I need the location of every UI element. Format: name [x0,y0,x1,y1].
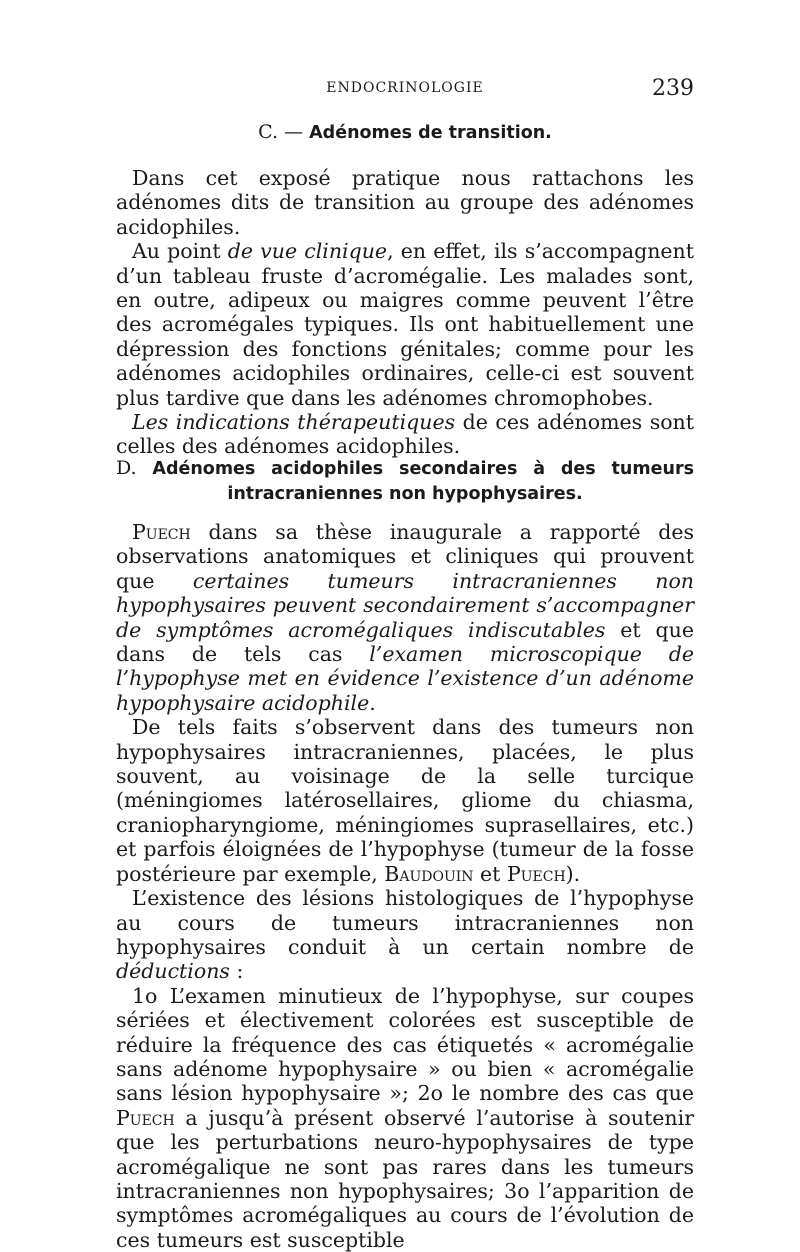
text-run: de ces adénomes sont celles des adénomes acidophiles. [116,410,694,459]
italic-run: certaines tumeurs intracraniennes non hypophysaires peuvent secondairement s’accompagner de symptômes acromégaliques indiscutables [116,568,694,642]
author-name: Puech [116,1105,175,1130]
text-run: et que dans de tels cas [116,617,694,667]
text-run: ). [565,861,581,886]
text-run: 1o L’examen minutieux de l’hypophyse, sur coupes sériées et électivement colorées est susceptible de réduire la fréquence des cas étiquetés « acromégalie sans adénome hypophysaire » ou bien « acromégalie sans lésion hypophysaire »; 2o le nombre des cas que [116,983,694,1106]
text-run: . [369,690,376,715]
author-name: Puech [132,520,191,544]
italic-run: déductions [116,959,230,984]
italic-run: de vue clinique [227,239,388,264]
section-c-label: C. — [258,121,304,143]
text-run: dans sa thèse inaugurale a rapporté des observations anatomiques et cliniques qui prouvent que [116,520,694,593]
section-d-heading-line-2 [116,481,694,506]
text-run: et [473,861,507,886]
italic-run: Les indications thérapeutiques [132,410,456,435]
author-name: Baudouin [384,861,474,886]
italic-run: l’examen microscopique de l’hypophyse met en évidence l’existence d’un adénome hypophysaire acidophile [116,642,694,715]
text-run: De tels faits s’observent dans des tumeurs non hypophysaires intracraniennes, placées, le plus souvent, au voisinage de la selle turcique (méningiomes latérosellaires, gliome du chiasma, craniopharyngiome, méningiomes suprasellaires, etc.) et parfois éloignées de l’hypophyse (tumeur de la fosse postérieure par exemple, [116,715,694,886]
text-run: : [229,959,244,984]
section-c-paragraph-3 [116,410,694,459]
section-c-title: Adénomes de transition. [309,123,552,143]
page-number: 239 [652,76,694,101]
section-d-title-line-2: intracraniennes non hypophysaires. [227,484,583,505]
section-d-paragraph-2 [116,715,694,886]
author-name: Puech [506,861,566,886]
section-d-heading-line-1 [116,456,694,481]
section-d-paragraph-4 [116,984,694,1252]
section-c-paragraph-1: Dans cet exposé pratique nous rattachons les adénomes dits de transition au groupe des adénomes acidophiles. [116,166,694,239]
section-d-title-line-1: Adénomes acidophiles secondaires à des tumeurs [152,459,694,479]
text-run: , en effet, ils s’accompagnent d’un tableau fruste d’acromégalie. Les malades sont, en outre, adipeux ou maigres comme peuvent l’être des acromégales typiques. Ils ont habituellement une dépression des fonctions génitales; comme pour les adénomes acidophiles ordinaires, celle-ci est souvent plus tardive que dans les adénomes chromophobes. [116,239,694,410]
section-d-paragraph-1 [116,520,694,715]
section-d-label: D. [116,457,137,479]
running-head [116,76,694,102]
section-d-body [116,520,694,1252]
text-run: L’existence des lésions histologiques de l’hypophyse au cours de tumeurs intracraniennes non hypophysaires conduit à un certain nombre de [116,886,694,959]
text-run: Au point [132,239,221,264]
section-d-heading [116,456,694,507]
section-d-paragraph-3 [116,886,694,984]
section-c-heading [116,120,694,145]
section-c-body [116,166,694,459]
text-run: a jusqu’à présent observé l’autorise à soutenir que les perturbations neuro-hypophysaires de type acromégalique ne sont pas rares dans les tumeurs intracraniennes non hypophysaires; 3o l’apparition de symptômes acromégaliques au cours de l’évolution de ces tumeurs est susceptible [116,1105,694,1252]
running-title: ENDOCRINOLOGIE [326,80,484,96]
section-c-paragraph-2 [116,239,694,410]
